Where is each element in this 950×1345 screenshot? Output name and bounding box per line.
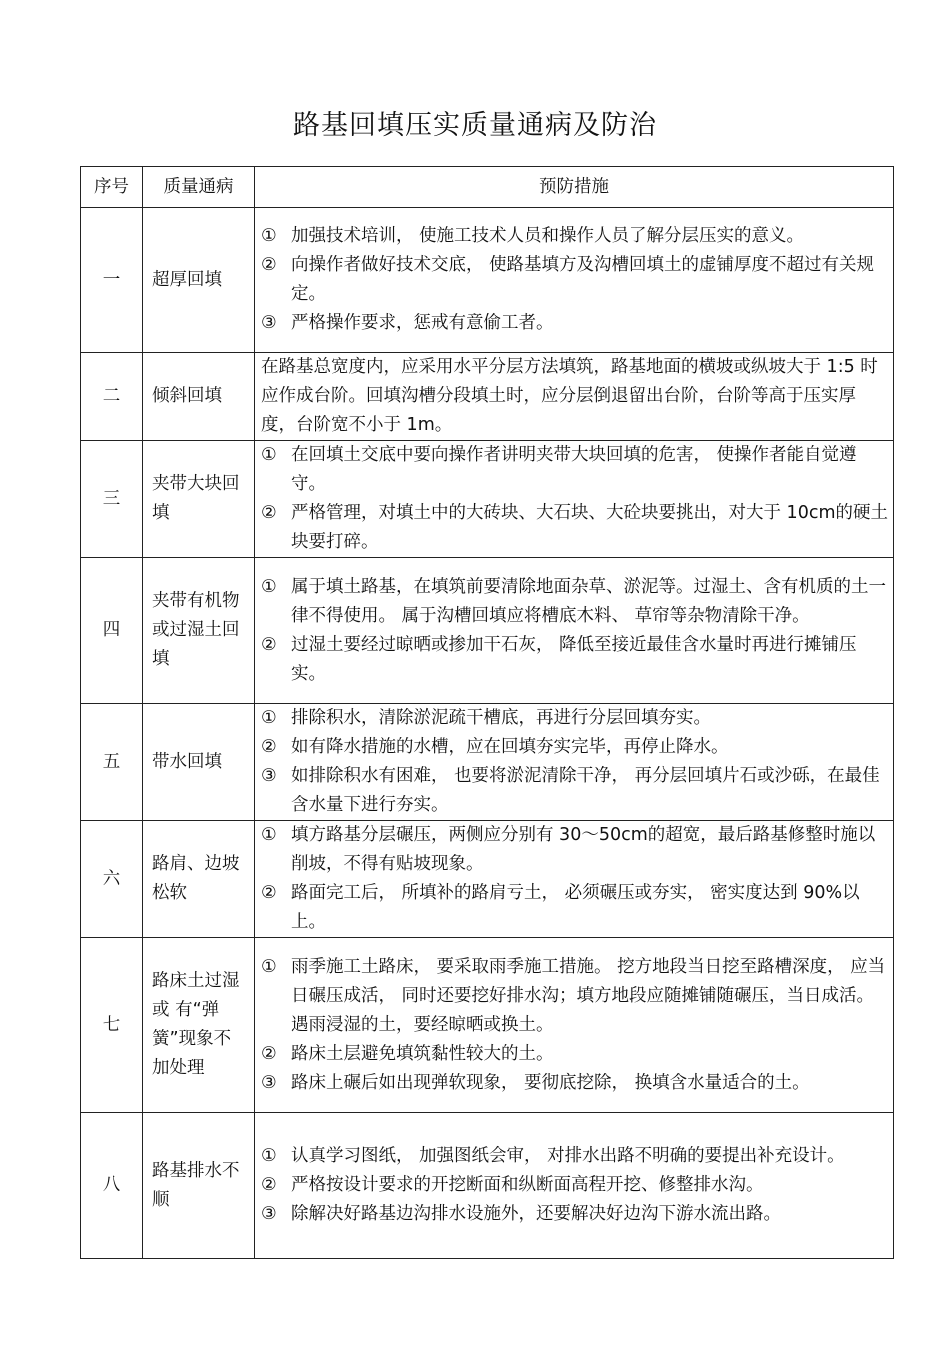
measure-number: ③ xyxy=(261,766,277,786)
measure-text: 认真学习图纸， 加强图纸会审， 对排水出路不明确的要提出补充设计。 xyxy=(291,1146,845,1166)
measures-cell xyxy=(255,208,894,353)
defect-name: 路肩、边坡松软 xyxy=(143,821,255,938)
row-number: 一 xyxy=(81,208,143,353)
measure-number: ① xyxy=(261,956,277,977)
measure-text: 严格操作要求，惩戒有意偷工者。 xyxy=(291,313,554,333)
measure-number: ① xyxy=(261,708,277,728)
measure-text: 排除积水，清除淤泥疏干槽底，再进行分层回填夯实。 xyxy=(291,708,711,728)
measure-item xyxy=(261,1200,889,1229)
defect-name: 夹带大块回填 xyxy=(143,441,255,558)
measure-number: ② xyxy=(261,1043,277,1064)
table-header-row xyxy=(81,167,894,208)
measure-text: 填方路基分层碾压，两侧应分别有 30～50cm的超宽，最后路基修整时施以削坡，不得有贴坡现象。 xyxy=(291,825,876,874)
measure-text: 过湿土要经过晾晒或掺加干石灰， 降低至接近最佳含水量时再进行摊铺压实。 xyxy=(291,634,857,684)
measure-text: 属于填土路基，在填筑前要清除地面杂草、淤泥等。过湿土、含有机质的土一律不得使用。 属于沟槽回填应将槽底木料、 草帘等杂物清除干净。 xyxy=(291,576,886,626)
measure-number: ① xyxy=(261,825,277,845)
measure-text: 路面完工后， 所填补的路肩亏土， 必须碾压或夯实， 密实度达到 90%以上。 xyxy=(291,883,860,932)
table-row xyxy=(81,353,894,441)
measure-number: ③ xyxy=(261,313,277,333)
measure-number: ③ xyxy=(261,1072,277,1093)
measure-paragraph: 在路基总宽度内，应采用水平分层方法填筑，路基地面的横坡或纵坡大于 1:5 时应作成台阶。回填沟槽分段填土时，应分层倒退留出台阶，台阶等高于压实厚度，台阶宽不小于 1m。 xyxy=(261,357,878,435)
measure-item xyxy=(261,704,889,733)
measure-text: 雨季施工土路床， 要采取雨季施工措施。 挖方地段当日挖至路槽深度， 应当日碾压成活， 同时还要挖好排水沟；填方地段应随摊铺随碾压，当日成活。遇雨浸湿的土，要经晾晒或换土。 xyxy=(291,956,886,1035)
measure-text: 如有降水措施的水槽，应在回填夯实完毕，再停止降水。 xyxy=(291,737,729,757)
measure-item xyxy=(261,1142,889,1171)
measure-text: 路床土层避免填筑黏性较大的土。 xyxy=(291,1043,554,1064)
measures-cell xyxy=(255,704,894,821)
defect-name: 带水回填 xyxy=(143,704,255,821)
measure-item xyxy=(261,1040,889,1069)
table-row xyxy=(81,938,894,1113)
measure-number: ② xyxy=(261,737,277,757)
defect-name: 路基排水不顺 xyxy=(143,1113,255,1259)
row-number: 四 xyxy=(81,558,143,704)
measure-item xyxy=(261,222,889,251)
measure-item xyxy=(261,733,889,762)
table-row xyxy=(81,558,894,704)
quality-defects-table xyxy=(80,166,894,1259)
measure-item xyxy=(261,1171,889,1200)
row-number: 八 xyxy=(81,1113,143,1259)
measure-item xyxy=(261,762,889,820)
table-row xyxy=(81,208,894,353)
defect-name: 夹带有机物或过湿土回填 xyxy=(143,558,255,704)
measure-number: ② xyxy=(261,1175,277,1195)
measure-number: ① xyxy=(261,576,277,597)
row-number: 六 xyxy=(81,821,143,938)
measures-cell xyxy=(255,1113,894,1259)
measure-text: 加强技术培训， 使施工技术人员和操作人员了解分层压实的意义。 xyxy=(291,226,805,246)
header-prevention-measures: 预防措施 xyxy=(255,167,894,208)
row-number: 七 xyxy=(81,938,143,1113)
measure-text: 向操作者做好技术交底， 使路基填方及沟槽回填土的虚铺厚度不超过有关规定。 xyxy=(291,255,875,304)
measure-item xyxy=(261,499,889,557)
measure-item xyxy=(261,953,889,1040)
row-number: 三 xyxy=(81,441,143,558)
measure-item xyxy=(261,441,889,499)
measure-item xyxy=(261,631,889,689)
measures-cell xyxy=(255,821,894,938)
defect-name: 倾斜回填 xyxy=(143,353,255,441)
measure-item xyxy=(261,309,889,338)
measure-text: 除解决好路基边沟排水设施外，还要解决好边沟下游水流出路。 xyxy=(291,1204,781,1224)
measure-number: ① xyxy=(261,445,277,465)
table-row xyxy=(81,704,894,821)
measure-text: 路床上碾后如出现弹软现象， 要彻底挖除， 换填含水量适合的土。 xyxy=(291,1072,810,1093)
measure-number: ② xyxy=(261,503,277,523)
table-row xyxy=(81,441,894,558)
header-serial-number: 序号 xyxy=(81,167,143,208)
measure-number: ① xyxy=(261,226,277,246)
measure-number: ② xyxy=(261,883,277,903)
measure-text: 严格管理，对填土中的大砖块、大石块、大砼块要挑出，对大于 10cm的硬土块要打碎。 xyxy=(291,503,888,552)
measures-cell xyxy=(255,441,894,558)
row-number: 二 xyxy=(81,353,143,441)
defect-name: 超厚回填 xyxy=(143,208,255,353)
measure-item xyxy=(261,879,889,937)
table-row xyxy=(81,1113,894,1259)
measure-number: ② xyxy=(261,255,277,275)
measure-text: 如排除积水有困难， 也要将淤泥清除干净， 再分层回填片石或沙砾，在最佳含水量下进行夯实。 xyxy=(291,766,880,815)
measure-text: 严格按设计要求的开挖断面和纵断面高程开挖、修整排水沟。 xyxy=(291,1175,764,1195)
measures-cell xyxy=(255,558,894,704)
row-number: 五 xyxy=(81,704,143,821)
measure-number: ② xyxy=(261,634,277,655)
measure-item xyxy=(261,251,889,309)
measure-number: ① xyxy=(261,1146,277,1166)
measure-number: ③ xyxy=(261,1204,277,1224)
defect-name: 路床土过湿 或 有“弹簧”现象不加处理 xyxy=(143,938,255,1113)
measures-cell xyxy=(255,938,894,1113)
header-quality-defect: 质量通病 xyxy=(143,167,255,208)
measures-cell xyxy=(255,353,894,441)
measure-text: 在回填土交底中要向操作者讲明夹带大块回填的危害， 使操作者能自觉遵守。 xyxy=(291,445,857,494)
measure-item xyxy=(261,821,889,879)
measure-item xyxy=(261,1069,889,1098)
document-title: 路基回填压实质量通病及防治 xyxy=(293,110,657,141)
measure-item xyxy=(261,573,889,631)
table-row xyxy=(81,821,894,938)
